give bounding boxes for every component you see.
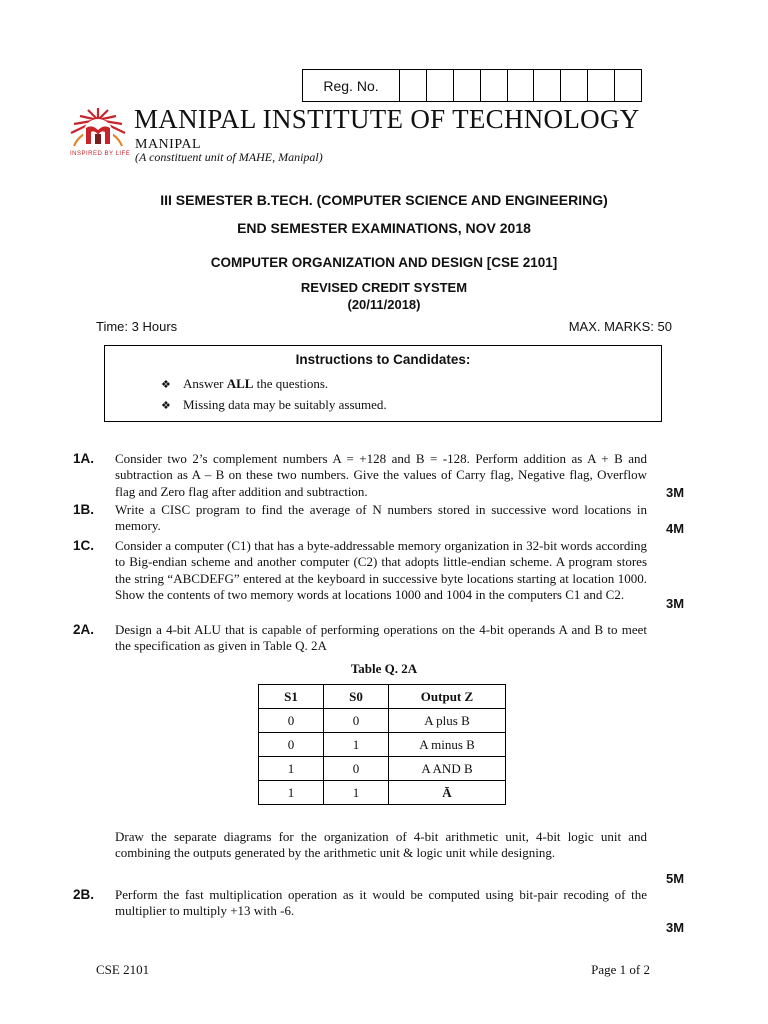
footer-page-number: Page 1 of 2 bbox=[591, 962, 650, 977]
table-cell: 1 bbox=[259, 757, 324, 781]
instruction-item bbox=[161, 397, 387, 413]
table-header-row bbox=[259, 685, 506, 709]
exam-duration: Time: 3 Hours bbox=[96, 319, 178, 334]
reg-number-cell bbox=[481, 70, 508, 101]
table-cell: A AND B bbox=[389, 757, 506, 781]
question-text: Design a 4-bit ALU that is capable of performing operations on the 4-bit operands A and B to meet the specification as given in Table Q. 2A bbox=[115, 622, 647, 654]
exam-date: (20/11/2018) bbox=[347, 297, 421, 312]
table-caption: Table Q. 2A bbox=[350, 661, 418, 676]
reg-number-cell bbox=[615, 70, 641, 101]
alu-spec-table bbox=[258, 684, 506, 805]
exam-title: END SEMESTER EXAMINATIONS, NOV 2018 bbox=[237, 220, 531, 236]
question-number: 1B. bbox=[73, 502, 95, 517]
instruction-text-post: the questions. bbox=[253, 376, 329, 391]
table-cell: 1 bbox=[324, 781, 389, 805]
reg-number-cell bbox=[508, 70, 535, 101]
table-cell: 0 bbox=[259, 709, 324, 733]
question-number: 1C. bbox=[73, 538, 95, 553]
table-cell: A plus B bbox=[389, 709, 506, 733]
instruction-text-bold: ALL bbox=[226, 376, 254, 391]
table-row bbox=[259, 781, 506, 805]
semester-title: III SEMESTER B.TECH. (COMPUTER SCIENCE AND ENGINEERING) bbox=[160, 192, 608, 208]
reg-number-box bbox=[302, 69, 642, 102]
question-number: 2B. bbox=[73, 887, 95, 902]
course-title: COMPUTER ORGANIZATION AND DESIGN [CSE 2101] bbox=[210, 255, 558, 270]
question-text: Draw the separate diagrams for the organization of 4-bit arithmetic unit, 4-bit logic unit and combining the outputs generated by the arithmetic unit & logic unit while designing. bbox=[115, 829, 647, 861]
question-text: Write a CISC program to find the average of N numbers stored in successive word locations in memory. bbox=[115, 502, 647, 534]
instructions-title: Instructions to Candidates: bbox=[295, 352, 471, 367]
reg-number-cell bbox=[400, 70, 427, 101]
table-cell: Ā bbox=[389, 781, 506, 805]
question-marks: 3M bbox=[666, 596, 685, 611]
table-cell: 0 bbox=[324, 757, 389, 781]
logo-motto: INSPIRED BY LIFE bbox=[70, 151, 131, 157]
question-number: 2A. bbox=[73, 622, 95, 637]
table-cell: 0 bbox=[324, 709, 389, 733]
table-row bbox=[259, 709, 506, 733]
footer-course-code: CSE 2101 bbox=[96, 962, 150, 977]
question-marks: 5M bbox=[666, 871, 685, 886]
table-cell: 1 bbox=[324, 733, 389, 757]
instruction-item bbox=[161, 376, 328, 392]
institute-subtitle: (A constituent unit of MAHE, Manipal) bbox=[135, 150, 323, 164]
reg-number-cell bbox=[534, 70, 561, 101]
question-number: 1A. bbox=[73, 451, 95, 466]
table-cell: 1 bbox=[259, 781, 324, 805]
question-text: Perform the fast multiplication operation as it would be computed using bit-pair recoding of the multiplier to multiply +13 with -6. bbox=[115, 887, 647, 919]
table-row bbox=[259, 757, 506, 781]
institute-name: MANIPAL INSTITUTE OF TECHNOLOGY bbox=[134, 104, 640, 134]
table-cell: A minus B bbox=[389, 733, 506, 757]
diamond-bullet-icon: ❖ bbox=[161, 399, 171, 412]
reg-number-label: Reg. No. bbox=[303, 70, 400, 101]
reg-number-cell bbox=[454, 70, 481, 101]
table-row bbox=[259, 733, 506, 757]
question-text: Consider a computer (C1) that has a byte-addressable memory organization in 32-bit words according to Big-endian scheme and another computer (C2) that adopts little-endian scheme. A program stores the string “ABCDEFG” entered at the keyboard in successive byte locations starting at location 1000. Show the contents of two memory words at locations 1000 and 1004 in the computers C1 and C2. bbox=[115, 538, 647, 602]
instructions-box bbox=[104, 345, 662, 422]
reg-number-cell bbox=[588, 70, 615, 101]
credit-system: REVISED CREDIT SYSTEM bbox=[300, 280, 468, 295]
reg-number-cell bbox=[561, 70, 588, 101]
table-cell: 0 bbox=[259, 733, 324, 757]
question-marks: 3M bbox=[666, 920, 685, 935]
question-marks: 3M bbox=[666, 485, 685, 500]
table-header: Output Z bbox=[389, 685, 506, 709]
max-marks: MAX. MARKS: 50 bbox=[568, 319, 672, 334]
instruction-text: Missing data may be suitably assumed. bbox=[183, 397, 387, 412]
question-text: Consider two 2’s complement numbers A = +128 and B = -128. Perform addition as A + B and subtraction as A – B on these two numbers. Give the values of Carry flag, Negative flag, Overflow flag and Zero flag after addition and subtraction. bbox=[115, 451, 647, 499]
institute-city: MANIPAL bbox=[135, 137, 201, 152]
instruction-text-pre: Answer bbox=[183, 376, 227, 391]
diamond-bullet-icon: ❖ bbox=[161, 378, 171, 391]
table-header: S0 bbox=[324, 685, 389, 709]
question-marks: 4M bbox=[666, 521, 685, 536]
table-header: S1 bbox=[259, 685, 324, 709]
reg-number-cell bbox=[427, 70, 454, 101]
